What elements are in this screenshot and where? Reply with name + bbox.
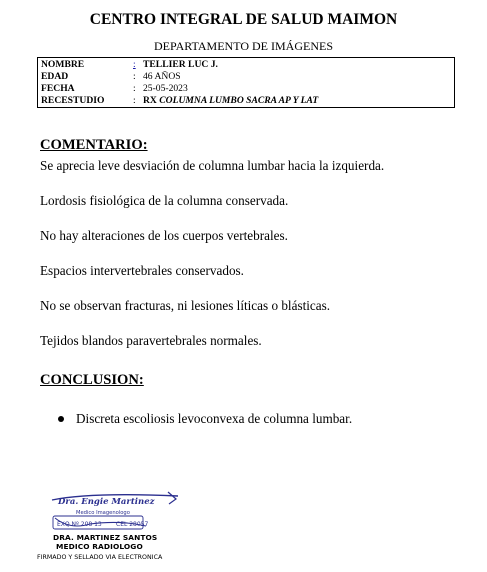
comentario-heading: COMENTARIO: bbox=[40, 137, 148, 153]
info-separator: : bbox=[133, 59, 136, 70]
conclusion-item bbox=[50, 411, 352, 427]
finding-paragraph: Lordosis fisiológica de la columna conservada. bbox=[40, 193, 289, 208]
exam-date-value: 25-05-2023 bbox=[143, 83, 188, 94]
finding-paragraph: No hay alteraciones de los cuerpos vertebrales. bbox=[40, 228, 288, 243]
conclusion-list bbox=[50, 411, 352, 427]
finding-paragraph: Se aprecia leve desviación de columna lumbar hacia la izquierda. bbox=[40, 158, 385, 173]
info-label: EDAD bbox=[41, 71, 69, 82]
stamp-name: Dra. Engie Martinez bbox=[58, 497, 155, 507]
info-label: RECESTUDIO bbox=[41, 95, 105, 106]
report-title: CENTRO INTEGRAL DE SALUD MAIMON bbox=[89, 11, 398, 28]
signer-name: DRA. MARTINEZ SANTOS bbox=[53, 533, 158, 542]
stamp-cel: CEL 28057 bbox=[116, 521, 149, 528]
study-prefix: RX bbox=[143, 95, 157, 106]
conclusion-heading: CONCLUSION: bbox=[40, 372, 144, 388]
info-label: FECHA bbox=[41, 83, 75, 94]
stamp-role: Medico Imagenologo bbox=[76, 510, 130, 516]
electronic-signature-note: FIRMADO Y SELLADO VIA ELECTRONICA bbox=[37, 554, 163, 561]
bullet-icon bbox=[58, 416, 64, 422]
info-separator: : bbox=[133, 83, 136, 94]
department-subtitle: DEPARTAMENTO DE IMÁGENES bbox=[154, 39, 333, 53]
doctor-stamp bbox=[50, 490, 192, 532]
finding-paragraph: Tejidos blandos paravertebrales normales. bbox=[40, 333, 262, 348]
patient-age-value: 46 AÑOS bbox=[143, 71, 181, 82]
patient-info-box bbox=[37, 57, 455, 108]
info-row-estudio bbox=[41, 95, 451, 107]
finding-paragraph: No se observan fracturas, ni lesiones líticas o blásticas. bbox=[40, 298, 331, 313]
info-separator: : bbox=[133, 71, 136, 82]
info-separator: : bbox=[133, 95, 136, 106]
info-row-nombre bbox=[41, 59, 451, 71]
finding-paragraph: Espacios intervertebrales conservados. bbox=[40, 263, 244, 278]
patient-name-value: TELLIER LUC J. bbox=[143, 59, 218, 70]
signer-role: MEDICO RADIOLOGO bbox=[56, 542, 143, 551]
study-name: COLUMNA LUMBO SACRA AP Y LAT bbox=[159, 95, 319, 106]
study-value bbox=[143, 95, 318, 107]
info-row-edad bbox=[41, 71, 451, 83]
stamp-exq: EXQ Nº 208 13 bbox=[57, 521, 102, 528]
conclusion-text: Discreta escoliosis levoconvexa de columna lumbar. bbox=[76, 411, 353, 426]
info-row-fecha bbox=[41, 83, 451, 95]
info-label: NOMBRE bbox=[41, 59, 85, 70]
